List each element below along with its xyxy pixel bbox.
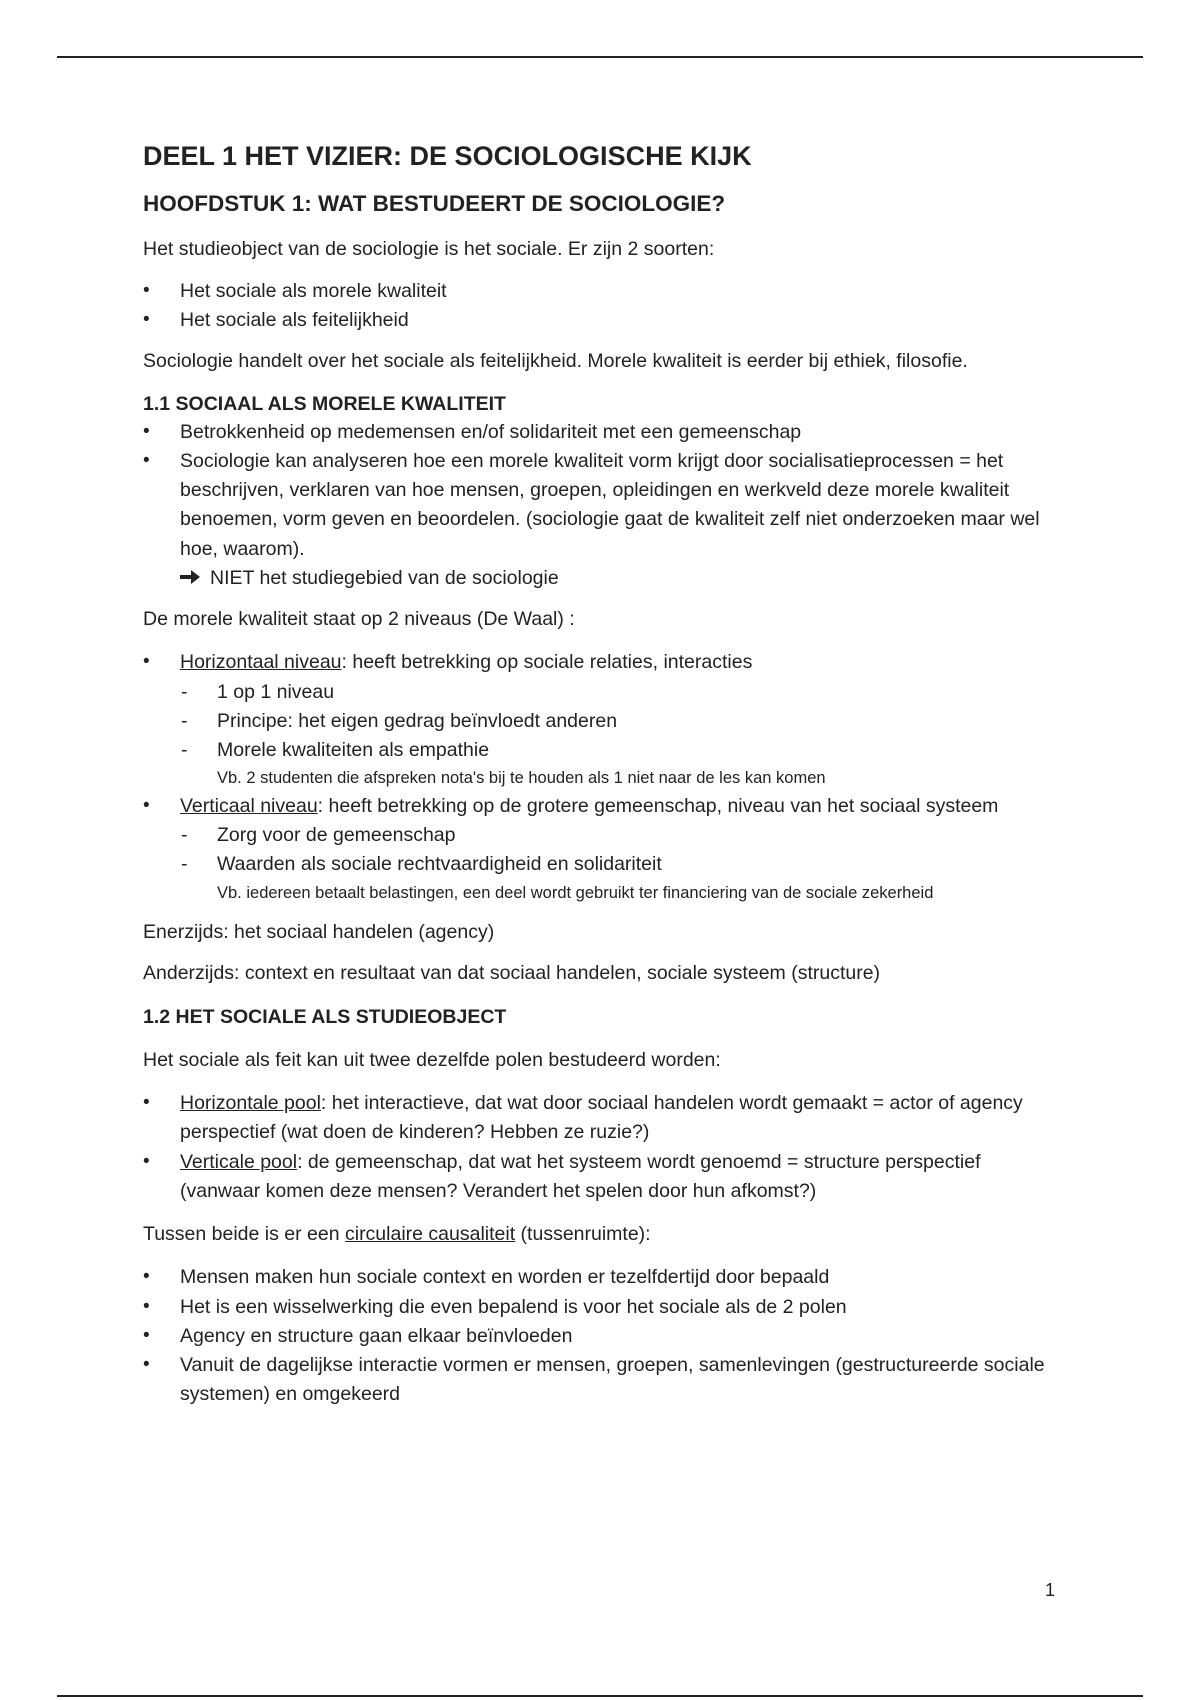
list-item: • Mensen maken hun sociale context en worden er tezelfdertijd door bepaald	[143, 1263, 1063, 1292]
arrow-note-text: NIET het studiegebied van de sociologie	[210, 566, 559, 589]
vertical-level-item	[143, 792, 1063, 821]
soorten-list	[143, 277, 1063, 336]
list-item: • Agency en structure gaan elkaar beïnvloeden	[143, 1322, 1063, 1351]
list-item: • Betrokkenheid op medemensen en/of solidariteit met een gemeenschap	[143, 418, 1063, 447]
vertical-pole-item	[143, 1148, 1063, 1207]
causality-paragraph	[143, 1220, 1063, 1249]
causality-pre: Tussen beide is er een	[143, 1223, 345, 1246]
page-number: 1	[1045, 1580, 1056, 1600]
example-note: Vb. iedereen betaalt belastingen, een deel wordt gebruikt ter financiering van de sociale zekerheid	[217, 883, 934, 902]
document-body	[143, 140, 1063, 1410]
sub-item: - Morele kwaliteiten als empathie	[143, 736, 1063, 765]
section-1-1-heading: 1.1 SOCIAAL ALS MORELE KWALITEIT	[143, 393, 506, 416]
list-item: • Het is een wisselwerking die even bepalend is voor het sociale als de 2 polen	[143, 1293, 1063, 1322]
list-item: • Vanuit de dagelijkse interactie vormen er mensen, groepen, samenlevingen (gestructureerde sociale systemen) en omgekeerd	[143, 1351, 1063, 1410]
causality-post: (tussenruimte):	[515, 1223, 651, 1246]
list-item: • Sociologie kan analyseren hoe een morele kwaliteit vorm krijgt door socialisatieprocessen = het beschrijven, verklaren van hoe mensen, groepen, opleidingen en werkveld deze morele kwaliteit benoemen, vorm geven en beoordelen. (sociologie gaat de kwaliteit zelf niet onderzoeken maar wel hoe, waarom).	[143, 447, 1063, 564]
anderzijds-paragraph: Anderzijds: context en resultaat van dat sociaal handelen, sociale systeem (structure)	[143, 962, 881, 985]
vertical-pole-term: Verticale pool	[180, 1150, 298, 1173]
example-note: Vb. 2 studenten die afspreken nota's bij te houden als 1 niet naar de les kan komen	[217, 769, 826, 788]
vertical-pole-desc: : de gemeenschap, dat wat het systeem wordt genoemd = structure perspectief (vanwaar komen deze mensen? Verandert het spelen door hun afkomst?)	[180, 1150, 981, 1202]
horizontal-pole-item	[143, 1089, 1063, 1148]
handelt-paragraph: Sociologie handelt over het sociale als feitelijkheid. Morele kwaliteit is eerder bij ethiek, filosofie.	[143, 350, 968, 373]
list-item: • Het sociale als morele kwaliteit	[143, 277, 1063, 306]
horizontal-pole-term: Horizontale pool	[180, 1092, 321, 1115]
section-1-2-heading: 1.2 HET SOCIALE ALS STUDIEOBJECT	[143, 1005, 507, 1028]
horizontal-level-item	[143, 648, 1063, 677]
horizontal-pole-desc: : het interactieve, dat wat door sociaal handelen wordt gemaakt = actor of agency perspectief (wat doen de kinderen? Hebben ze ruzie?)	[180, 1092, 1023, 1144]
arrow-right-icon	[180, 564, 210, 593]
list-item: • Het sociale als feitelijkheid	[143, 306, 1063, 335]
section-1-1-list	[143, 418, 1063, 564]
causality-term: circulaire causaliteit	[344, 1223, 516, 1246]
causality-list	[143, 1263, 1063, 1409]
polen-list	[143, 1089, 1063, 1206]
chapter-heading: HOOFDSTUK 1: WAT BESTUDEERT DE SOCIOLOGIE?	[143, 191, 726, 217]
sub-item: - 1 op 1 niveau	[143, 678, 1063, 707]
niveaus-list	[143, 648, 1063, 906]
part-heading: DEEL 1 HET VIZIER: DE SOCIOLOGISCHE KIJK	[143, 141, 752, 171]
sub-item: - Waarden als sociale rechtvaardigheid en solidariteit	[143, 850, 1063, 879]
enerzijds-paragraph: Enerzijds: het sociaal handelen (agency)	[143, 921, 495, 944]
vertical-level-desc: : heeft betrekking op de grotere gemeenschap, niveau van het sociaal systeem	[317, 794, 999, 817]
horizontal-level-term: Horizontaal niveau	[180, 651, 342, 674]
sub-item: - Principe: het eigen gedrag beïnvloedt anderen	[143, 707, 1063, 736]
intro-paragraph: Het studieobject van de sociologie is het sociale. Er zijn 2 soorten:	[143, 238, 715, 261]
arrow-note	[143, 564, 1063, 593]
section-1-2-intro: Het sociale als feit kan uit twee dezelfde polen bestudeerd worden:	[143, 1048, 721, 1071]
niveaus-intro: De morele kwaliteit staat op 2 niveaus (De Waal) :	[143, 608, 575, 631]
vertical-level-term: Verticaal niveau	[180, 794, 318, 817]
horizontal-level-desc: : heeft betrekking op sociale relaties, interacties	[341, 651, 753, 674]
sub-item: - Zorg voor de gemeenschap	[143, 821, 1063, 850]
top-rule	[57, 56, 1143, 58]
bottom-rule	[57, 1695, 1143, 1697]
